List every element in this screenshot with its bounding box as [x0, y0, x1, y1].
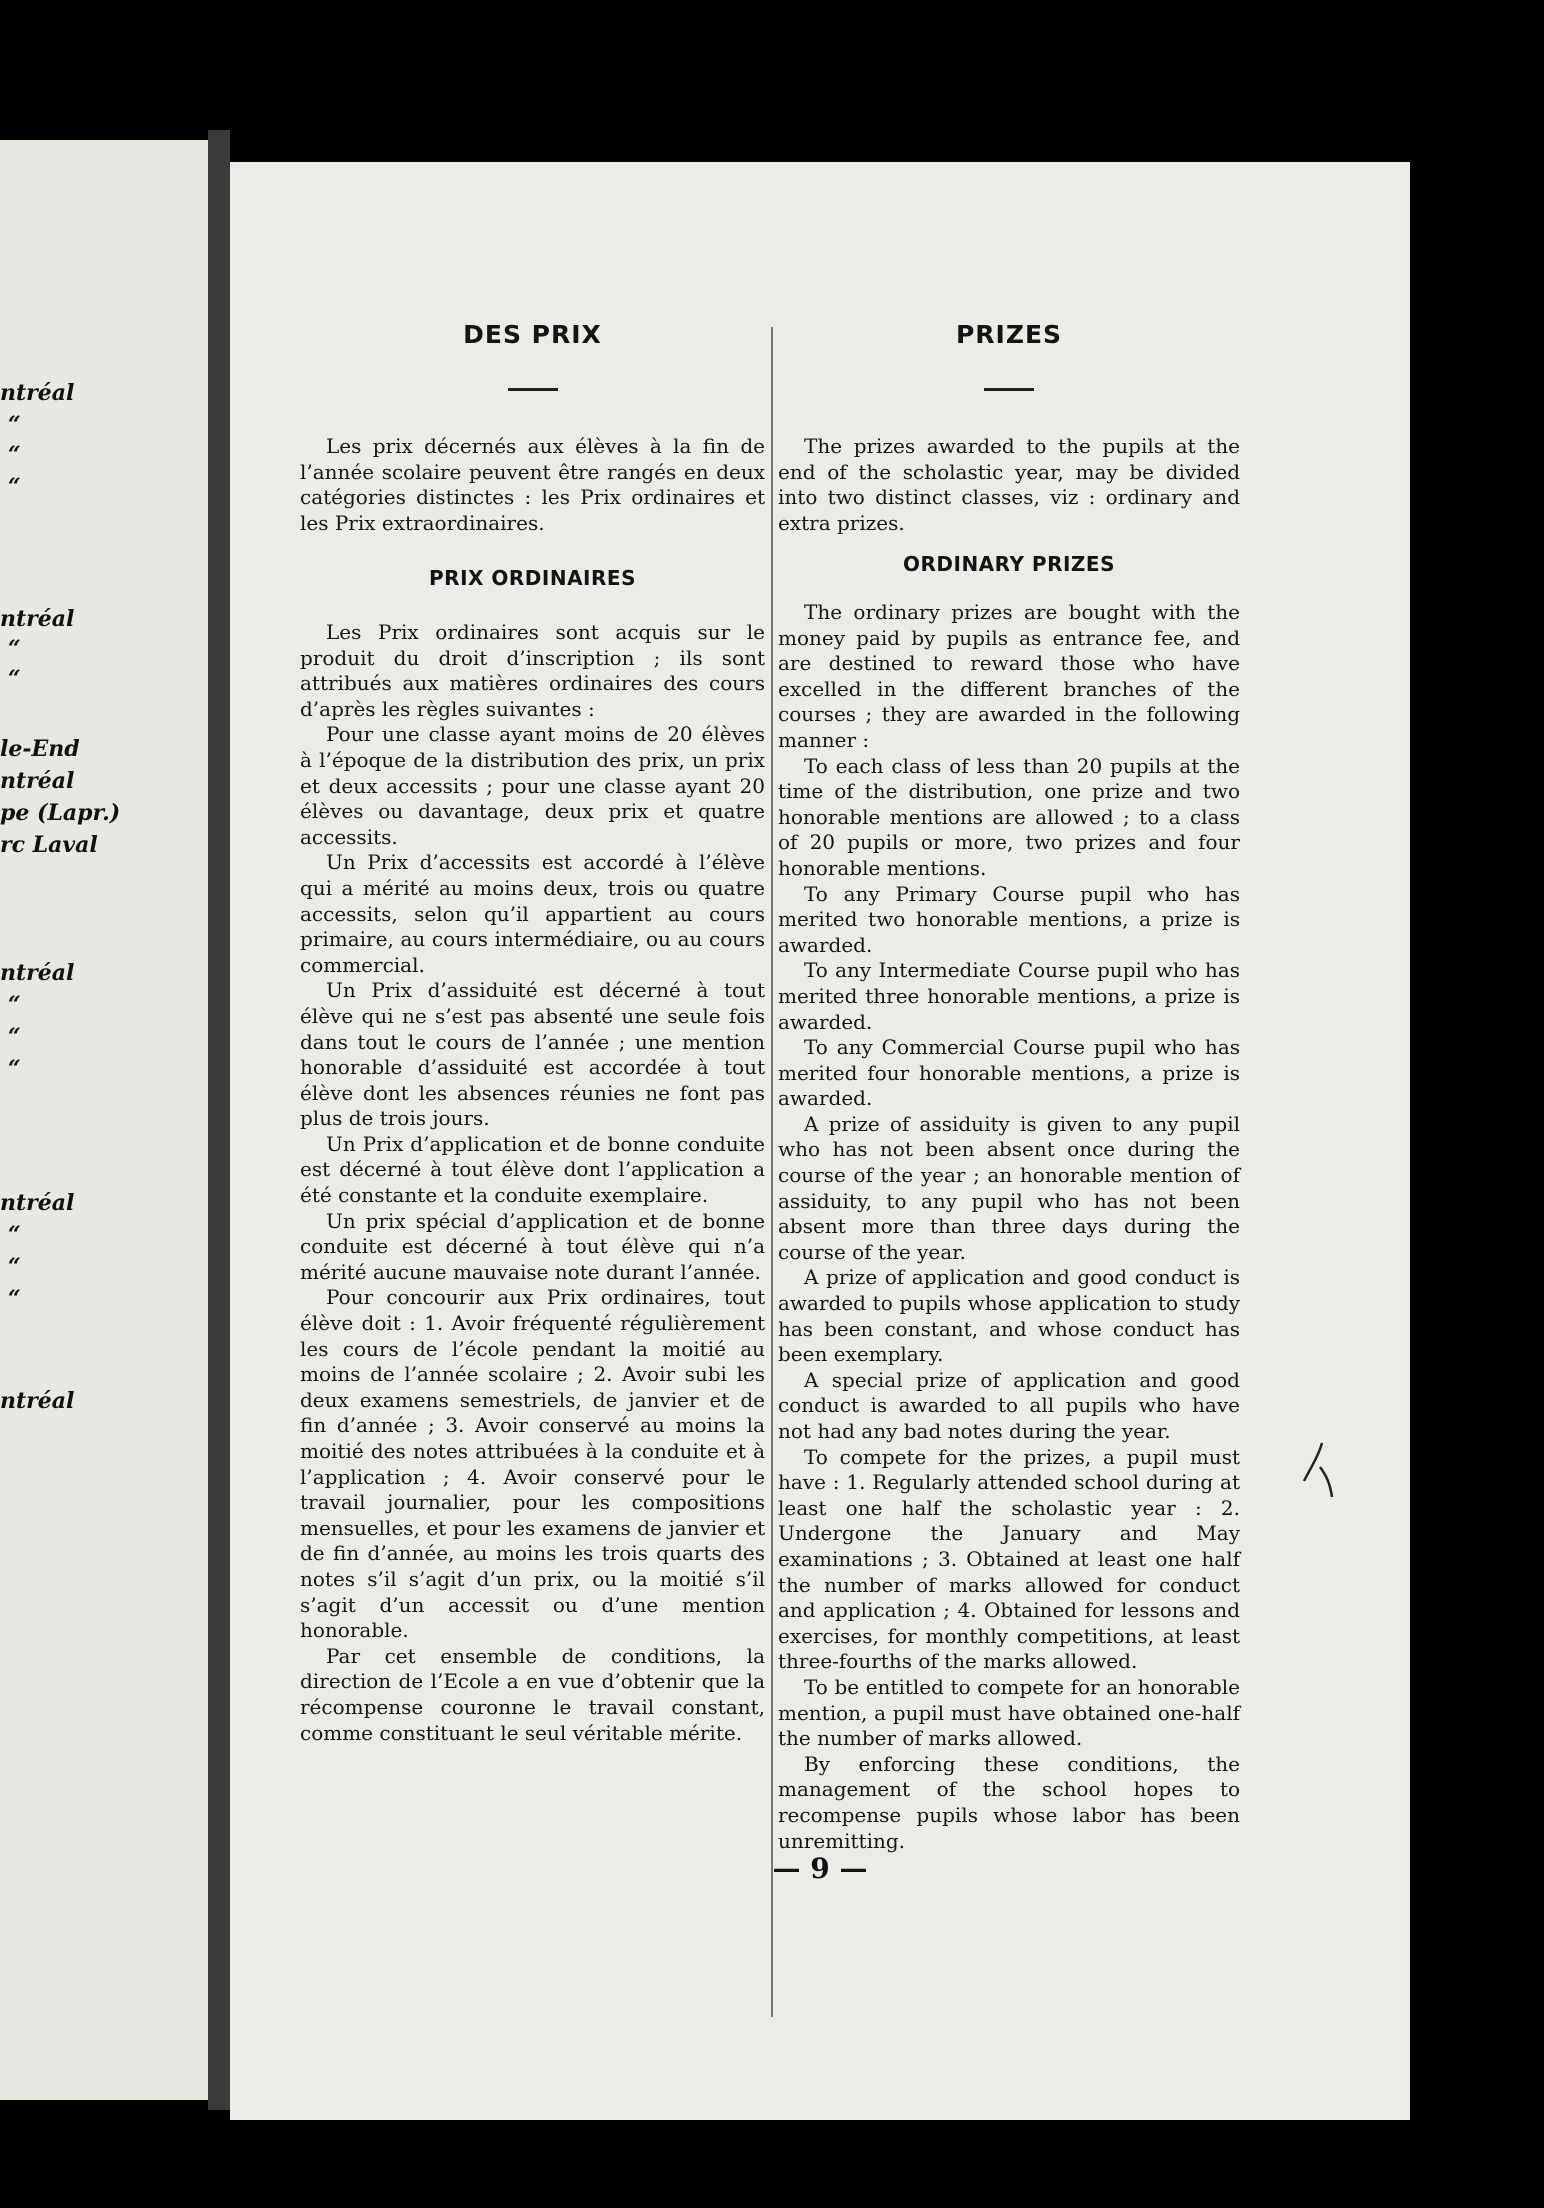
english-paragraph: To any Primary Course pupil who has merited two honorable mentions, a prize is awarded.: [778, 881, 1240, 957]
french-intro: [300, 434, 765, 536]
left-page-text-fragment: “: [8, 1056, 21, 1082]
english-paragraph: To any Intermediate Course pupil who has merited three honorable mentions, a prize is awarded.: [778, 958, 1240, 1034]
english-paragraph: To compete for the prizes, a pupil must have : 1. Regularly attended school during at least one half the scholastic year : 2. Undergone the January and May examinations ; 3. Obtained at least one half the number of marks allowed for conduct and application ; 4. Obtained for lessons and exercises, for monthly competitions, at least three-fourths of the marks allowed.: [778, 1444, 1240, 1674]
left-page-fragment: [0, 140, 208, 2100]
english-section-heading: ORDINARY PRIZES: [903, 552, 1115, 576]
french-paragraph: Un Prix d’application et de bonne conduite est décerné à tout élève dont l’application a été constante et la conduite exemplaire.: [300, 1131, 765, 1208]
english-paragraph: A prize of application and good conduct is awarded to pupils whose application to study has been constant, and whose conduct has been exemplary.: [778, 1265, 1240, 1367]
left-page-text-fragment: le-End: [0, 736, 80, 762]
left-page-text-fragment: ntréal: [0, 768, 75, 794]
left-page-text-fragment: “: [8, 412, 21, 438]
document-page: [230, 162, 1410, 2120]
english-paragraph: A prize of assiduity is given to any pupil who has not been absent once during the course of the year ; an honorable mention of assiduity, to any pupil who has not been absent more than three days during the course of the year.: [778, 1111, 1240, 1264]
french-title: DES PRIX: [463, 320, 602, 349]
french-section-heading: PRIX ORDINAIRES: [429, 566, 636, 590]
french-paragraph: Pour une classe ayant moins de 20 élèves à l’époque de la distribution des prix, un prix et deux accessits ; pour une classe ayant 20 élèves ou davantage, deux prix et quatre accessits.: [300, 722, 765, 849]
french-paragraph: Un Prix d’accessits est accordé à l’élève qui a mérité au moins deux, trois ou quatre accessits, selon qu’il appartient au cours primaire, au cours intermédiaire, ou au cours commercial.: [300, 850, 765, 977]
left-page-text-fragment: ntréal: [0, 1190, 75, 1216]
book-spine: [208, 130, 230, 2110]
english-title: PRIZES: [955, 320, 1063, 349]
french-paragraph: Par cet ensemble de conditions, la direction de l’Ecole a en vue d’obtenir que la récompense couronne le travail constant, comme constituant le seul véritable mérite.: [300, 1643, 765, 1745]
left-page-text-fragment: “: [8, 636, 21, 662]
left-page-text-fragment: ntréal: [0, 960, 75, 986]
french-paragraph: Un Prix d’assiduité est décerné à tout élève qui ne s’est pas absenté une seule fois dans tout le cours de l’année ; une mention honorable d’assiduité est accordée à tout élève dont les absences réunies ne font pas plus de trois jours.: [300, 978, 765, 1131]
left-page-text-fragment: “: [8, 442, 21, 468]
french-paragraph: Pour concourir aux Prix ordinaires, tout élève doit : 1. Avoir fréquenté régulièrement les cours de l’école pendant la moitié au moins de l’année scolaire ; 2. Avoir subi les deux examens semestriels, de janvier et de fin d’année ; 3. Avoir conservé au moins la moitié des notes attribuées à la conduite et à l’application ; 4. Avoir conservé pour le travail journalier, pour les compositions mensuelles, et pour les examens de janvier et de fin d’année, au moins les trois quarts des notes s’il s’agit d’un prix, ou la moitié s’il s’agit d’un accessit ou d’une mention honorable.: [300, 1285, 765, 1643]
english-paragraph: To each class of less than 20 pupils at the time of the distribution, one prize and two honorable mentions are allowed ; to a class of 20 pupils or more, two prizes and four honorable mentions.: [778, 753, 1240, 880]
left-page-text-fragment: “: [8, 1024, 21, 1050]
english-paragraph: To be entitled to compete for an honorable mention, a pupil must have obtained one-half the number of marks allowed.: [778, 1674, 1240, 1751]
french-body: [300, 620, 765, 1746]
left-page-text-fragment: rc Laval: [0, 832, 98, 858]
english-body: [778, 600, 1240, 1854]
english-paragraph: A special prize of application and good conduct is awarded to all pupils who have not had any bad notes during the year.: [778, 1367, 1240, 1443]
column-divider: [771, 327, 773, 2017]
left-page-text-fragment: ntréal: [0, 606, 75, 632]
title-rule: [508, 388, 558, 391]
left-page-text-fragment: pe (Lapr.): [0, 800, 121, 826]
left-page-text-fragment: “: [8, 992, 21, 1018]
left-page-text-fragment: “: [8, 1222, 21, 1248]
english-paragraph: To any Commercial Course pupil who has merited four honorable mentions, a prize is awarded.: [778, 1035, 1240, 1111]
left-page-text-fragment: “: [8, 1254, 21, 1280]
english-paragraph: By enforcing these conditions, the management of the school hopes to recompense pupils whose labor has been unremitting.: [778, 1751, 1240, 1853]
left-page-text-fragment: “: [8, 666, 21, 692]
left-page-text-fragment: ntréal: [0, 380, 75, 406]
english-paragraph: The ordinary prizes are bought with the money paid by pupils as entrance fee, and are destined to reward those who have excelled in the different branches of the courses ; they are awarded in the following manner :: [778, 600, 1240, 752]
french-intro-text: Les prix décernés aux élèves à la fin de l’année scolaire peuvent être rangés en deux catégories distinctes : les Prix ordinaires et les Prix extraordinaires.: [300, 434, 765, 535]
left-page-text-fragment: “: [8, 1286, 21, 1312]
french-paragraph: Les Prix ordinaires sont acquis sur le produit du droit d’inscription ; ils sont attribués aux matières ordinaires des cours d’après les règles suivantes :: [300, 620, 765, 721]
english-intro-text: The prizes awarded to the pupils at the end of the scholastic year, may be divided into two distinct classes, viz : ordinary and extra prizes.: [778, 434, 1240, 535]
title-rule: [984, 388, 1034, 391]
left-page-text-fragment: ntréal: [0, 1388, 75, 1414]
french-paragraph: Un prix spécial d’application et de bonne conduite est décerné à tout élève qui n’a mérité aucune mauvaise note durant l’année.: [300, 1208, 765, 1284]
english-intro: [778, 434, 1240, 536]
left-page-text-fragment: “: [8, 474, 21, 500]
pencil-annotation-mark: [1300, 1437, 1340, 1507]
page-number: — 9 —: [772, 1852, 868, 1885]
